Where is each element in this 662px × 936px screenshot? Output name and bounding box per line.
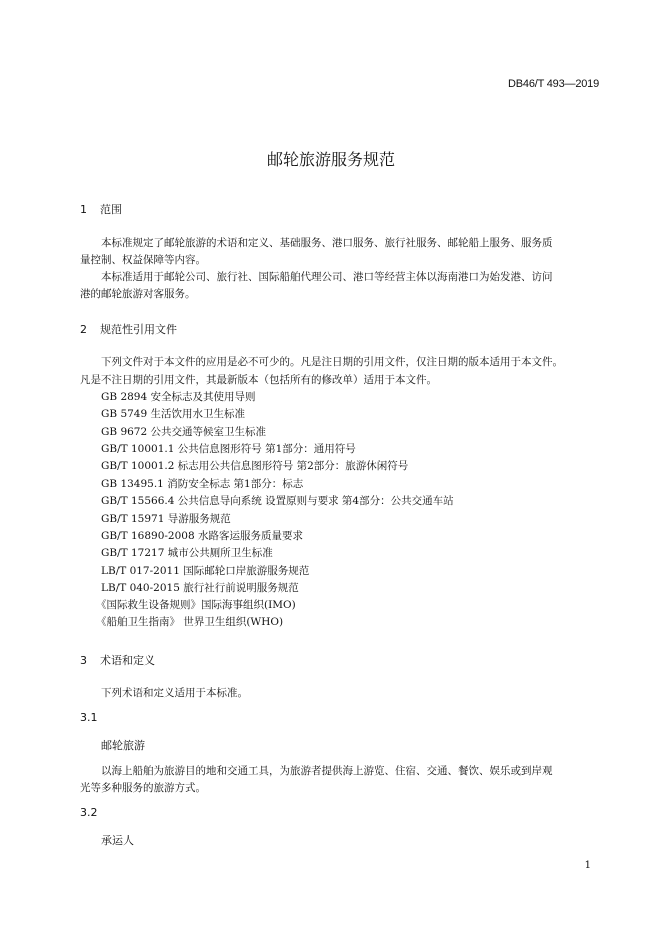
- references-intro-line-1: 下列文件对于本文件的应用是必不可少的。凡是注日期的引用文件，仅注日期的版本适用于本文件。: [101, 356, 563, 368]
- section-3-heading: [80, 652, 155, 668]
- section-number: 1: [80, 203, 87, 216]
- reference-item: GB 5749 生活饮用水卫生标准: [101, 408, 246, 420]
- reference-item: GB 13495.1 消防安全标志 第1部分：标志: [101, 478, 304, 490]
- scope-paragraph-2-line-1: 本标准适用于邮轮公司、旅行社、国际船舶代理公司、港口等经营主体以海南港口为始发港、访问: [101, 271, 553, 283]
- term-definition-line-1: 以海上船舶为旅游目的地和交通工具，为旅游者提供海上游览、住宿、交通、餐饮、娱乐或到岸观: [101, 765, 553, 777]
- section-title: 术语和定义: [100, 654, 155, 667]
- reference-item: GB/T 16890-2008 水路客运服务质量要求: [101, 530, 303, 542]
- reference-item: GB/T 10001.1 公共信息图形符号 第1部分：通用符号: [101, 443, 356, 455]
- section-title: 规范性引用文件: [100, 323, 177, 336]
- term-name: 承运人: [101, 834, 134, 847]
- term-number: 3.2: [80, 806, 98, 819]
- section-number: 3: [80, 654, 87, 667]
- reference-item: GB/T 15566.4 公共信息导向系统 设置原则与要求 第4部分：公共交通车站: [101, 495, 454, 507]
- reference-item: GB/T 17217 城市公共厕所卫生标准: [101, 547, 273, 559]
- reference-item: LB/T 040-2015 旅行社行前说明服务规范: [101, 582, 299, 594]
- document-title: 邮轮旅游服务规范: [266, 150, 395, 169]
- terms-intro: 下列术语和定义适用于本标准。: [101, 687, 248, 699]
- section-2-heading: [80, 321, 177, 337]
- standard-code: DB46/T 493—2019: [508, 78, 599, 90]
- section-title: 范围: [100, 203, 122, 216]
- page-number: 1: [584, 860, 591, 871]
- scope-paragraph-2-line-2: 港的邮轮旅游对客服务。: [80, 288, 196, 300]
- reference-item: GB 9672 公共交通等候室卫生标准: [101, 426, 267, 438]
- reference-item: GB/T 15971 导游服务规范: [101, 513, 231, 525]
- reference-item: 《国际救生设备规则》国际海事组织(IMO): [96, 599, 296, 611]
- scope-paragraph-1-line-2: 量控制、权益保障等内容。: [80, 254, 206, 266]
- scope-paragraph-1-line-1: 本标准规定了邮轮旅游的术语和定义、基础服务、港口服务、旅行社服务、邮轮船上服务、服务质: [101, 237, 553, 249]
- reference-item: 《船舶卫生指南》 世界卫生组织(WHO): [96, 616, 284, 628]
- term-name: 邮轮旅游: [101, 739, 145, 752]
- references-intro-line-2: 凡是不注日期的引用文件，其最新版本（包括所有的修改单）适用于本文件。: [80, 374, 437, 386]
- reference-item: GB 2894 安全标志及其使用导则: [101, 391, 256, 403]
- term-number: 3.1: [80, 711, 98, 724]
- term-definition-line-2: 光等多种服务的旅游方式。: [80, 782, 206, 794]
- section-number: 2: [80, 323, 87, 336]
- reference-item: GB/T 10001.2 标志用公共信息图形符号 第2部分：旅游休闲符号: [101, 460, 409, 472]
- reference-item: LB/T 017-2011 国际邮轮口岸旅游服务规范: [101, 565, 310, 577]
- section-1-heading: [80, 201, 122, 217]
